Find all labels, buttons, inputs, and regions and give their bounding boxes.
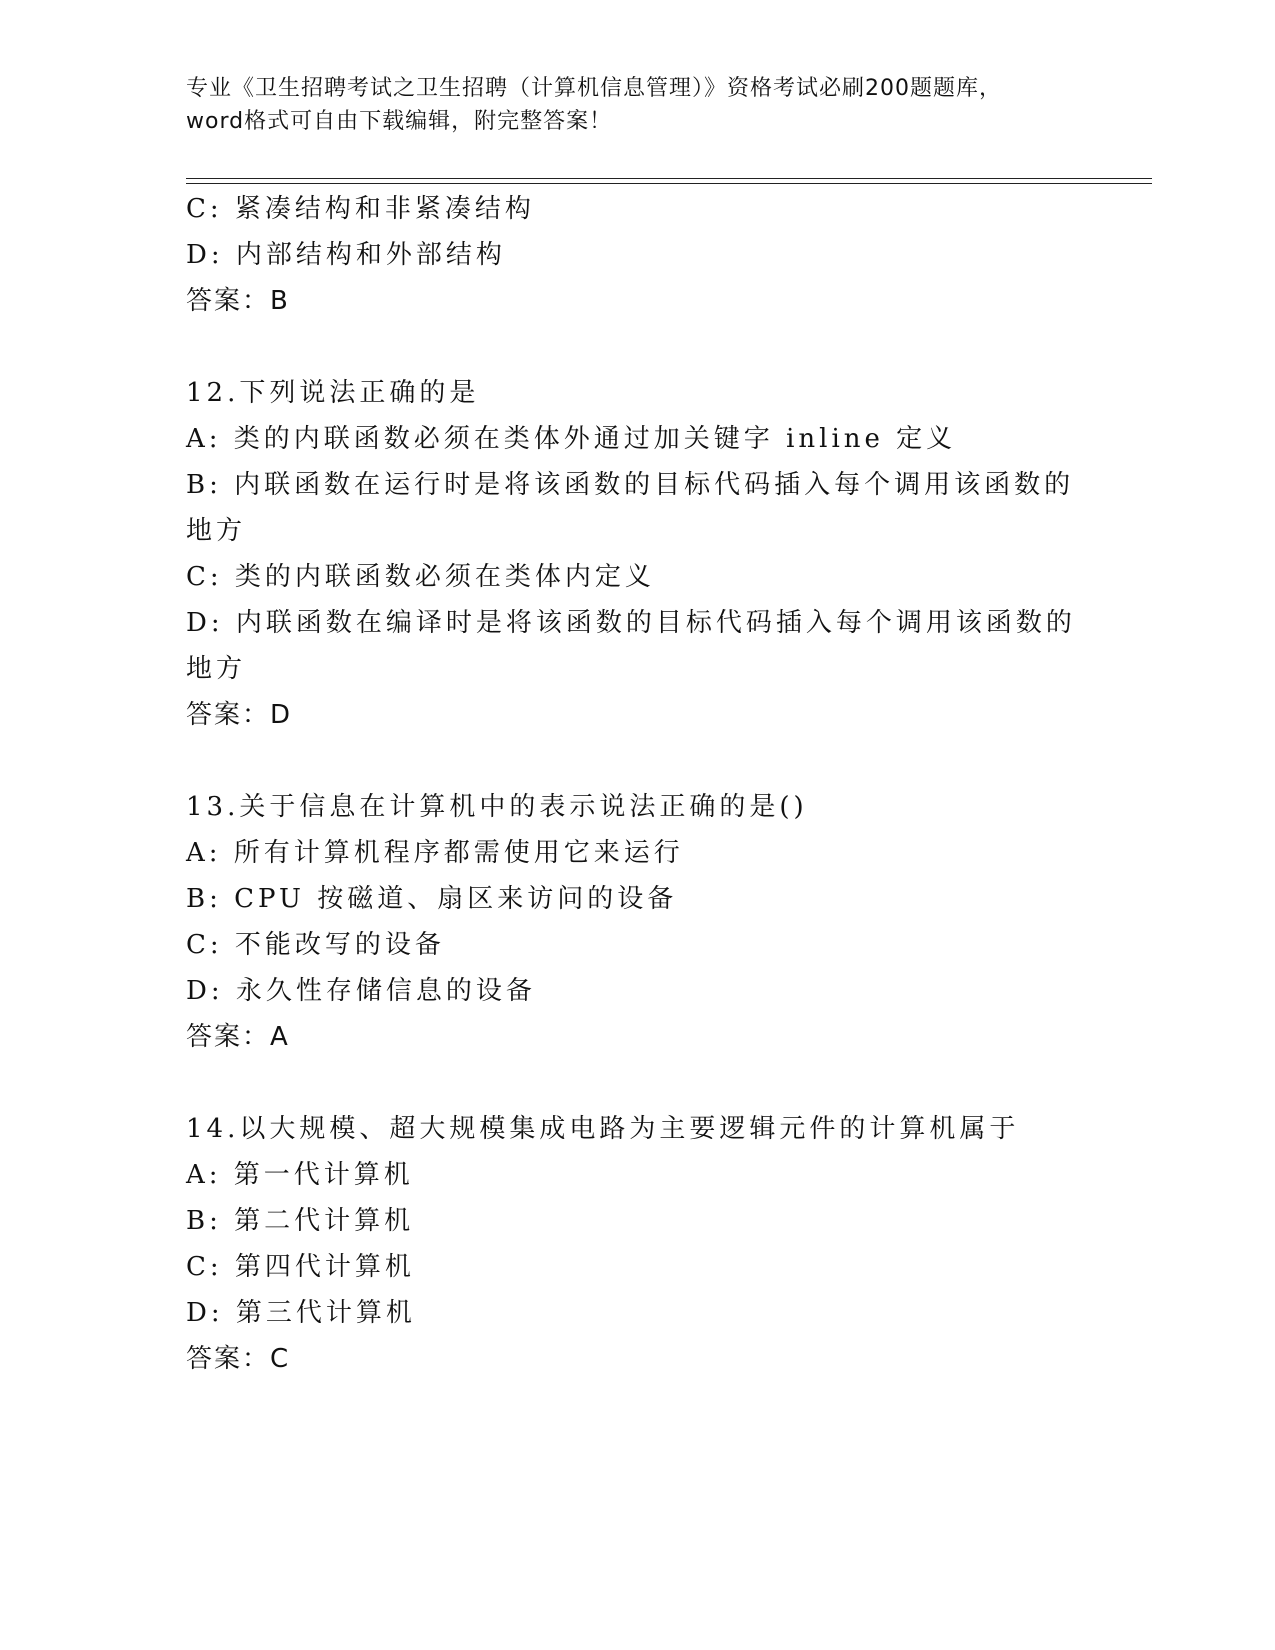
q13-stem: 13.关于信息在计算机中的表示说法正确的是() [186,792,808,822]
q11-option-c: C: 紧凑结构和非紧凑结构 [186,194,535,224]
header-title-line-1: 专业《卫生招聘考试之卫生招聘（计算机信息管理）》资格考试必刷200题题库， [186,76,1002,101]
q13-answer: 答案：A [186,1022,290,1052]
q14-option-a: A: 第一代计算机 [186,1160,414,1190]
header-divider-bottom [186,183,1152,184]
header-divider-top [186,178,1152,179]
q14-option-c: C: 第四代计算机 [186,1252,415,1282]
q14-option-d: D: 第三代计算机 [186,1298,416,1328]
q12-option-c: C: 类的内联函数必须在类体内定义 [186,562,655,592]
q14-answer: 答案：C [186,1344,291,1374]
q13-option-b: B: CPU 按磁道、扇区来访问的设备 [186,884,678,914]
q11-option-d: D: 内部结构和外部结构 [186,240,506,270]
q12-stem: 12.下列说法正确的是 [186,378,480,408]
q12-answer: 答案：D [186,700,293,730]
q13-option-c: C: 不能改写的设备 [186,930,445,960]
q12-option-b: B: 内联函数在运行时是将该函数的目标代码插入每个调用该函数的地方 [186,470,1075,546]
q14-stem: 14.以大规模、超大规模集成电路为主要逻辑元件的计算机属于 [186,1114,1020,1144]
spacer [186,1060,1086,1106]
header-title-line-2: word格式可自由下载编辑，附完整答案！ [186,109,613,134]
q13-option-a: A: 所有计算机程序都需使用它来运行 [186,838,684,868]
q13-option-d: D: 永久性存储信息的设备 [186,976,536,1006]
q14-option-b: B: 第二代计算机 [186,1206,415,1236]
q12-option-d: D: 内联函数在编译时是将该函数的目标代码插入每个调用该函数的地方 [186,608,1076,684]
q11-answer: 答案：B [186,286,290,316]
q12-option-a: A: 类的内联函数必须在类体外通过加关键字 inline 定义 [186,424,957,454]
question-list [186,186,1086,1382]
document-header [186,72,1086,138]
spacer [186,738,1086,784]
spacer [186,324,1086,370]
